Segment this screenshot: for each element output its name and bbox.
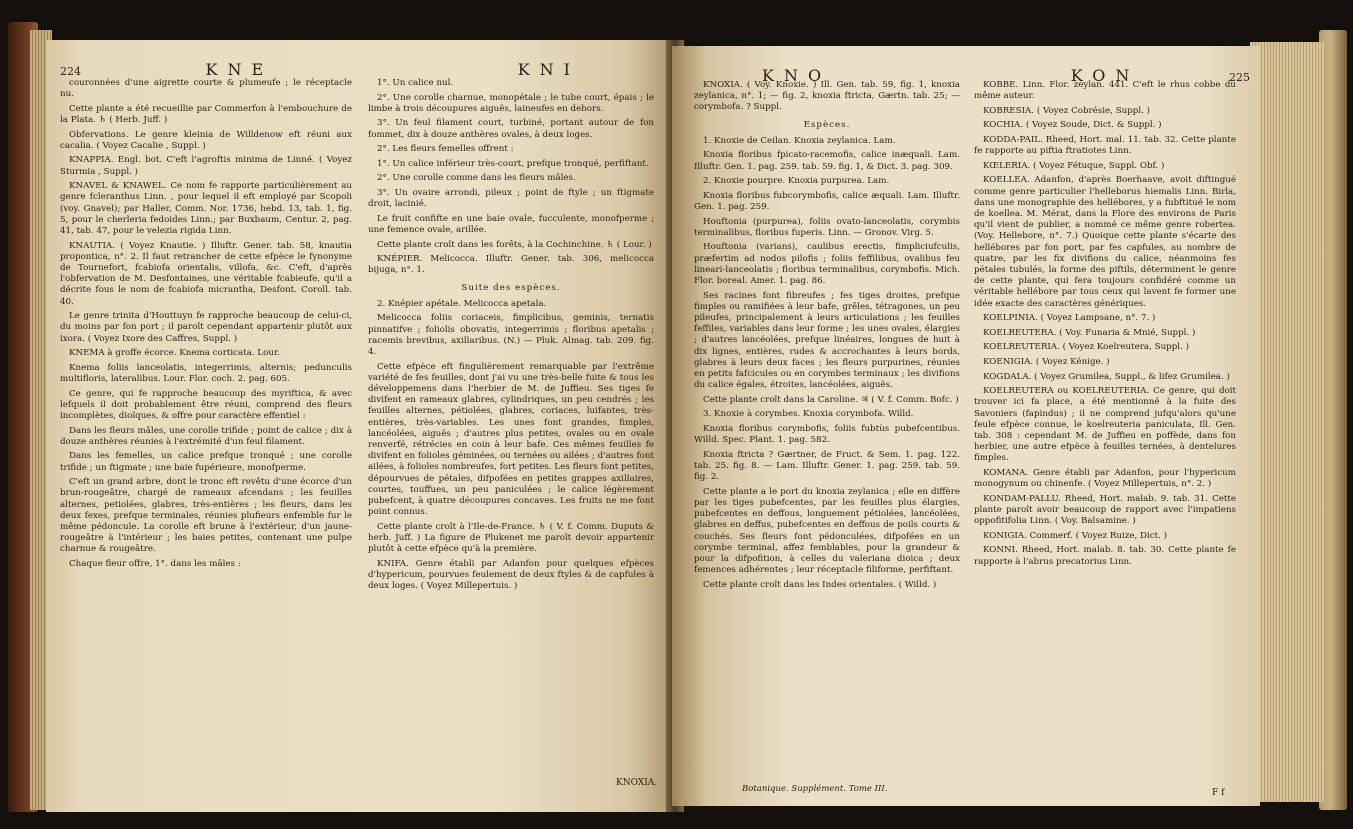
text-paragraph: KOBBE. Linn. Flor. zeylan. 441. C'eft le rhus cobbe du même auteur. [974,80,1236,102]
text-paragraph: Knoxia ftricta ? Gærtner, de Fruct. & Sem. 1. pag. 122. tab. 25. fig. 8. — Lam. Illuftr. Gener. 1. pag. 259. tab. 59. fig. 2. [694,449,960,483]
text-paragraph: KOELREUTERIA. ( Voyez Koelreutera, Suppl. ) [983,342,1189,353]
text-paragraph: 3. Knoxie à corymbes. Knoxia corymbofa. Willd. [703,409,914,420]
text-paragraph: 3°. Un ovaire arrondi, pileux ; point de ftyle ; un ftigmate droit, lacinié. [368,187,654,210]
right-page-number: 225 [1229,71,1250,84]
text-paragraph: 1°. Un calice nul. [377,78,454,88]
text-paragraph: Dans les fleurs mâles, une corolle trifide ; point de calice ; dix à douze anthères réunies à l'extrémité d'un feul filament. [60,425,352,447]
text-paragraph: Dans les femelles, un calice prefque tronqué ; une corolle trifide ; un ftigmate ; une baie fupérieure, monofperme. [60,451,352,473]
left-page-number: 224 [60,65,81,78]
text-paragraph: Chaque fleur offre, 1°. dans les mâles : [69,559,241,569]
volume-footer: Botanique. Supplément. Tome III. [742,784,888,794]
left-column-2 [368,78,654,596]
text-paragraph: KOCHIA. ( Voyez Soude, Dict. & Suppl. ) [983,120,1162,131]
text-paragraph: Cette plante croît dans les forêts, à la Cochinchine. ♄ ( Lour. ) [377,239,652,250]
text-paragraph: 2°. Une corolle comme dans les fleurs mâles. [377,173,576,184]
right-header-word-1: KNO [762,66,832,85]
text-paragraph: 2. Knépier apétale. Melicocca apetala. [377,298,547,309]
text-paragraph: Knoxia floribus corymbofis, foliis fubtùs pubefcentibus. Willd. Spec. Plant. 1. pag. 582. [694,424,960,446]
text-paragraph: KOELREUTERA. ( Voy. Funaria & Mnié, Suppl. ) [983,327,1196,338]
text-paragraph: 1°. Un calice inférieur très-court, prefque tronqué, perfiftant. [377,158,649,169]
text-paragraph: KODDA-PAIL. Rheed, Hort. mal. 11. tab. 32. Cette plante fe rapporte au piftia ftratiotes Linn. [974,134,1236,157]
text-paragraph: Knoxia floribus fubcorymbofis, calice æquali. Lam. Illuftr. Gen. 1. pag. 259. [694,190,960,212]
text-paragraph: 2°. Une corolle charnue, monopétale ; le tube court, épais ; le limbe à trois découpures aiguës, laineufes en dehors. [368,92,654,114]
text-paragraph: KONDAM-PALLU. Rheed, Hort. malab. 9. tab. 31. Cette plante paroît avoir beaucoup de rapport avec l'impatiens oppofitifolia Linn. ( Voy. Balsamine. ) [974,493,1236,527]
text-paragraph: KOELPINIA. ( Voyez Lampsane, n°. 7. ) [983,313,1156,324]
text-paragraph: Ce genre, qui fe rapproche beaucoup des myriftica, & avec lefquels il doit probablement être réuni, comprend des fleurs incomplètes, dioïques, & offre pour caractère effentiel : [60,388,352,421]
text-paragraph: Le genre trinita d'Houttuyn fe rapproche beaucoup de celui-ci, du moins par fon port ; il paroît cependant appartenir plutôt aux ixora. ( Voyez Ixore des Caffres, Suppl. ) [60,311,352,344]
left-column-1 [60,78,352,574]
text-paragraph: KNAPPIA. Engl. bot. C'eft l'agroftis minima de Linné. ( Voyez Sturmia , Suppl. ) [60,155,352,177]
text-paragraph: KONNI. Rheed, Hort. malab. 8. tab. 30. Cette plante fe rapporte à l'abrus precatorius Linn. [974,545,1236,567]
text-paragraph: Houftonia (varians), caulibus erectis, fimpliciufculis, præfertim ad nodos pilofis ; foliis feffilibus, ovalibus feu lineari-lanceolatis ; floribus terminalibus, corymbofis. Mich. Flor. boreal. Amer. 1. pag. 86. [694,242,960,286]
text-paragraph: Cette efpèce eft fingulièrement remarquable par l'extrême variété de fes feuilles, dont j'ai vu une très-belle fuite & tous les développemens dans l'herbier de M. de Juffieu. Ses tiges fe divifent en rameaux glabres, cylindriques, un peu cendrés ; les feuilles alternes, pétiolées, glabres, coriaces, luifantes, très-entières, très-variables. Les unes font grandes, fimples, lancéolées, aiguës ; d'autres plus petites, ovales ou en ovale renverfé, rétrécies en coin à leur bafe. Ces mêmes feuilles fe divifent en folioles géminées, ou ternées ou ailées ; d'autres font ailées, à folioles nombreufes, fort petites. Les fleurs font petites, dépourvues de pétales, difpofées en petites grappes axillaires, courtes, touffues, un peu paniculées ; le calice légèrement pubefcent, à quatre découpures concaves. Les fruits ne me font point connus. [368,361,654,518]
catchword: KNOXIA. [616,778,658,788]
text-paragraph: Knoxia floribus fpicato-racemofis, calice inæquali. Lam. Illuftr. Gen. 1. pag. 259. tab. 59. fig. 1, & Dict. 3. pag. 309. [694,150,960,172]
text-paragraph: couronnées d'une aigrette courte & plumeufe ; le réceptacle nu. [60,78,352,100]
text-paragraph: 1. Knoxie de Ceilan. Knoxia zeylanica. Lam. [703,135,896,146]
text-paragraph: Obfervations. Le genre kleinia de Willdenow eft réuni aux cacalia. ( Voyez Cacalie , Suppl. ) [60,129,352,151]
text-paragraph: KŒLERIA. ( Voyez Fétuque, Suppl. Obf. ) [983,160,1165,171]
text-paragraph: 2°. Les fleurs femelles offrent : [377,144,514,155]
right-page [672,46,1260,806]
text-paragraph: Knema foliis lanceolatis, integerrimis, alternis; pedunculis multifloris, lateralibus. Lour. Flor. coch. 2. pag. 605. [60,362,352,384]
text-paragraph: KONIGIA. Commerf. ( Voyez Ruize, Dict. ) [983,530,1168,541]
text-paragraph: KNEMA à groffe écorce. Knema corticata. Lour. [69,348,280,359]
text-paragraph: KOENIGIA. ( Voyez Kénige. ) [983,356,1110,367]
text-paragraph: Melicocca foliis coriaceis, fimplicibus, geminis, ternatis pinnatifve ; foliolis obovatis, integerrimis ; floribus apetalis ; racemis brevibus, axillaribus. (N.) — Pluk. Almag. tab. 209. fig. 4. [368,313,654,357]
text-paragraph: Cette plante croît à l'Ile-de-France. ♄ ( V. f. Comm. Duputs & herb. Juff. ) La figure de Plukenet me paroît devoir appartenir plutôt à cette efpèce qu'à la première. [368,521,654,555]
text-paragraph: Cette plante a le port du knoxia zeylanica ; elle en diffère par les tiges pubefcentes, par les feuilles plus élargies, pubefcentes en deffous, longuement pétiolées, lancéolées, glabres en deffus, pubefcentes en deffous de poils courts & couchés. Ses fleurs font pédonculées, difpofées en un corymbe terminal, affez femblables, pour la grandeur & pour la difpofition, à celles du valeriana dioica ; deux femences adhérentes ; leur réceptacle filiforme, perfiftant. [694,486,960,576]
text-paragraph: KNAUTIA. ( Voyez Knautie. ) Illuftr. Gener. tab. 58, knautia propontica, n°. 2. Il faut retrancher de cette efpèce le fynonyme de Tournefort, fcabiofa orientalis, villofa, &c. C'eft, d'après l'obfervation de M. Desfontaines, une véritable fcabieufe, qu'il a décrite fous le nom de fcabiofa micrantha, Desfont. Coroll. tab. 40. [60,240,352,307]
right-column-1 [694,80,960,594]
left-page [46,40,680,812]
text-paragraph: 2. Knoxie pourpre. Knoxia purpurea. Lam. [703,176,890,187]
text-paragraph: Cette plante a été recueillie par Commerfon à l'embouchure de la Plata. ♄ ( Herb. Juff. ) [60,103,352,125]
text-paragraph: KOMANA. Genre établi par Adanfon, pour l'hypericum monogynum ou chinenfe. ( Voyez Millepertuis, n°. 2. ) [974,467,1236,490]
text-paragraph: KNIFA. Genre établi par Adanfon pour quelques efpèces d'hypericum, pourvues feulement de deux ftyles & de capfules à deux loges. ( Voyez Millepertuis. ) [368,558,654,592]
page-edges-right [1250,42,1324,802]
text-paragraph: Ses racines font fibreufes ; fes tiges droites, prefque fimples ou ramifiées à leur bafe, grêles, tétragones, un peu pileufes, principalement à leurs articulations ; les feuilles feffiles, variables dans leur forme ; les unes ovales, élargies ; d'autres lancéolées, prefque linéaires, longues de huit à dix lignes, entières, rudes & accrochantes à leurs bords, glabres à leurs deux faces ; les fleurs purpurines, réunies en petits fafcicules ou en corymbes terminaux ; les divifions du calice égales, étroites, lancéolées, aiguës. [694,290,960,391]
signature-mark: F f [1212,788,1225,798]
text-paragraph: KNÉPIER. Melicocca. Illuftr. Gener. tab. 306, melicocca bijuga, n°. 1. [368,254,654,276]
text-paragraph: KOBRESIA. ( Voyez Cobrésie, Suppl. ) [983,105,1151,116]
right-column-2 [974,80,1236,571]
text-paragraph: KOELLEA. Adanfon, d'après Boerhaave, avoit diftingué comme genre particulier l'helleborus hiemalis Linn. Birla, dans une monographie des hellébores, y a fubftitué le nom de koellea. M. Mérat, dans la Flore des environs de Paris qu'il vient de publier, a nommé ce même genre robertea. (Voy. Hellebore, n°. 7.) Quoique cette plante s'écarte des hellébores par fon port, par fes capfules, au nombre de quatre, par les fix divifions du calice, néanmoins fes pétales tubulés, la forme des piftils, déterminent le genre de cette plante, qui fera toujours confidéré comme un véritable hellébore par tous ceux qui lavent fe former une idée exacte des caractères génériques. [974,175,1236,309]
text-paragraph: Cette plante croît dans la Caroline. ♃ ( V. f. Comm. Bofc. ) [703,394,959,405]
text-paragraph: Cette plante croît dans les Indes orientales. ( Willd. ) [703,579,937,590]
right-header-word-2: KON [1070,66,1140,85]
left-page-header [60,60,650,79]
left-header-word-1: KNE [205,60,274,79]
text-paragraph: Le fruit confifte en une baie ovale, fucculente, monofperme ; une femence ovale, arillée. [368,213,654,235]
text-paragraph: KNOXIA. ( Voy. Knoxie. ) Ill. Gen. tab. 59, fig. 1, knoxia zeylanica, n°. 1; — fig. 2, knoxia ftricta, Gærtn. tab. 25; — corymbofa. ? Suppl. [694,80,960,113]
section-heading: Suite des espèces. [461,282,561,293]
text-paragraph: 3°. Un feul filament court, turbiné, portant autour de fon fommet, dix à douze anthères ovales, à deux loges. [368,118,654,140]
text-paragraph: KNAVEL & KNAWEL. Ce nom fe rapporte particulièrement au genre fcleranthus Linn. , pour lequel il eft employé par Scopoli (voy. Gnavel); par Haller, Comm. Nor. 1736, hebd. 13, tab. 1, fig. 5, pour le cherleria fedoides Linn.; par Buxbaum, Centur. 2, pag. 41, tab. 47, pour le velezia rigida Linn. [60,181,352,236]
text-paragraph: C'eft un grand arbre, dont le tronc eft revêtu d'une écorce d'un brun-rougeâtre, chargé de rameaux afcendans ; les feuilles alternes, petiolées, glabres, très-entières ; les fleurs, dans les deux fexes, prefque terminales, réunies plufieurs enfemble fur le même pédoncule. La corolle eft brune à l'extérieur, d'un jaune-rougeâtre à l'intérieur ; les baies petites, contenant une pulpe charnue & rougeâtre. [60,477,352,555]
text-paragraph: KOGDALA. ( Voyez Grumilea, Suppl., & lifez Grumilea. ) [983,371,1230,382]
left-header-word-2: KNI [517,60,580,79]
text-paragraph: Houftonia (purpurea), foliis ovato-lanceolatis, corymbis terminalibus, floribus fuperis. Linn. — Gronov. Virg. 5. [694,216,960,238]
section-heading: Espèces. [803,119,851,130]
text-paragraph: KOELREUTERA ou KOELREUTERIA. Ce genre, qui doit trouver ici fa place, a été mentionné à la fuite des Savoniers (fapindus) ; il ne comprend jufqu'alors qu'une feule efpèce connue, le koelreuteria paniculata, Ill. Gen. tab. 308 : cependant M. de Juffieu en poffède, dans fon herbier, une autre efpèce à feuilles ternées, à dentelures fimples. [974,386,1236,464]
